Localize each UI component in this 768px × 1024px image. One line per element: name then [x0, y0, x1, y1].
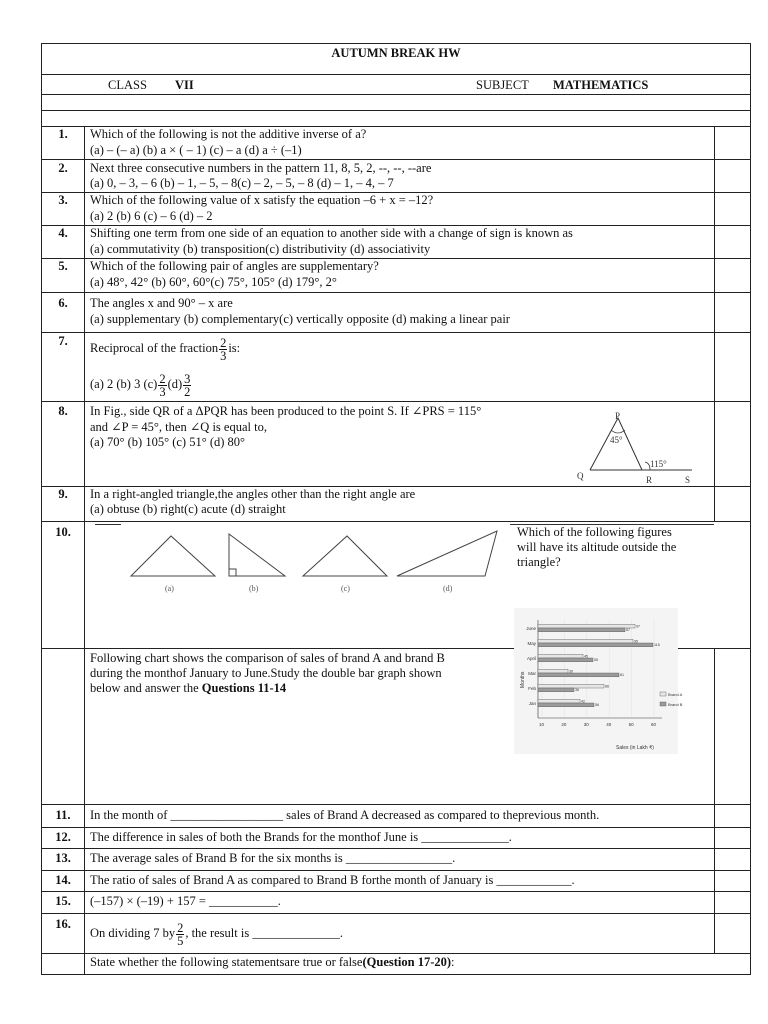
question-options: (a) 48°, 42° (b) 60°, 60°(c) 75°, 105° (d) 179°, 2°: [90, 275, 337, 289]
fraction: [158, 373, 166, 398]
numerator: 2: [177, 920, 184, 935]
chart-x-tick-label: 10: [539, 722, 545, 727]
angle-ext-label: 115°: [650, 459, 667, 469]
chart-data-label: 42: [581, 699, 585, 704]
triangle-d: [397, 531, 497, 576]
chart-x-axis-label: Sales (in Lakh ₹): [616, 745, 654, 751]
numerator: 3: [184, 371, 191, 386]
legend-swatch-a: [660, 692, 666, 696]
chart-data-label: 56: [595, 703, 599, 708]
triangle-figure: [570, 408, 700, 486]
chart-data-label: 36: [575, 688, 579, 693]
chart-data-label: 45: [584, 654, 588, 659]
figure-label-c: (c): [341, 584, 350, 593]
question-text: Which of the following value of x satisfy the equation –6 + x = –12?: [90, 193, 434, 207]
question-number: 13.: [55, 851, 71, 865]
question-number: 1.: [58, 127, 68, 141]
fraction: [183, 373, 191, 398]
question-text: In a right-angled triangle,the angles other than the right angle are: [90, 487, 416, 501]
chart-data-label: 115: [654, 643, 660, 648]
denominator: 5: [177, 933, 184, 948]
triangle-b: [229, 534, 285, 576]
page-title: AUTUMN BREAK HW: [331, 46, 461, 60]
figure-label-b: (b): [249, 584, 259, 593]
chart-bar: [538, 703, 594, 707]
question-text: The angles x and 90° – x are: [90, 296, 233, 310]
denominator: 3: [220, 348, 227, 363]
question-options: (a) supplementary (b) complementary(c) vertically opposite (d) making a linear pair: [90, 312, 510, 326]
chart-bar: [538, 643, 653, 647]
question-text: (–157) × (–19) + 157 = ___________.: [90, 894, 281, 908]
chart-bar: [538, 699, 580, 703]
intro-text: during the monthof January to June.Study the double bar graph shown: [90, 666, 442, 680]
chart-bar: [538, 658, 593, 662]
intro-text-start: below and answer the: [90, 681, 202, 695]
figure-label-d: (d): [443, 584, 453, 593]
chart-y-tick-label: May: [527, 641, 536, 646]
options-text: (a) 2 (b) 3 (c): [90, 377, 158, 391]
intro-text-start: State whether the following statementsare true or false: [90, 955, 363, 969]
chart-bar: [538, 684, 604, 688]
chart-y-tick-label: Feb: [528, 686, 536, 691]
chart-data-label: 81: [620, 673, 624, 678]
question-text: The difference in sales of both the Brands for the monthof June is ______________.: [90, 830, 512, 844]
vertex-q-label: Q: [577, 471, 584, 481]
vertex-p-label: P: [615, 411, 621, 421]
question-number: 8.: [58, 404, 68, 418]
vertex-r-label: R: [646, 475, 653, 485]
question-number: 14.: [55, 873, 71, 887]
question-text-start: On dividing 7 by: [90, 926, 176, 940]
chart-bar: [538, 628, 625, 632]
triangle-shapes-figure: [125, 528, 505, 598]
intro-text-end: :: [451, 955, 455, 969]
question-text: Which of the following figures: [517, 525, 672, 539]
question-options: (a) 70° (b) 105° (c) 51° (d) 80°: [90, 435, 246, 449]
triangle-a: [131, 536, 215, 576]
question-options: (a) commutativity (b) transposition(c) distributivity (d) associativity: [90, 242, 431, 256]
intro-text-bold: Questions 11-14: [201, 681, 287, 695]
question-options: [90, 370, 192, 398]
fraction: [176, 922, 184, 947]
class-label: CLASS: [108, 78, 147, 92]
question-text: Next three consecutive numbers in the pattern 11, 8, 5, 2, --, --, --are: [90, 161, 432, 175]
chart-data-label: 87: [626, 628, 630, 633]
question-text: In the month of __________________ sales of Brand A decreased as compared to theprevious month.: [90, 808, 600, 822]
question-number: 7.: [58, 334, 68, 348]
chart-data-label: 66: [605, 684, 609, 689]
chart-x-tick-label: 40: [606, 722, 612, 727]
chart-bar: [538, 688, 574, 692]
numerator: 2: [159, 371, 166, 386]
chart-y-tick-label: Jan: [528, 701, 536, 706]
chart-bar: [538, 639, 633, 643]
angle-p-label: 45°: [610, 435, 623, 445]
question-number: 4.: [58, 226, 68, 240]
numerator: 2: [220, 335, 227, 350]
chart-x-tick-label: 20: [561, 722, 567, 727]
question-text: Which of the following is not the additive inverse of a?: [90, 127, 367, 141]
legend-swatch-b: [660, 702, 666, 706]
question-options: (a) 2 (b) 6 (c) – 6 (d) – 2: [90, 209, 213, 223]
question-number: 6.: [58, 296, 68, 310]
question-options: (a) 0, – 3, – 6 (b) – 1, – 5, – 8(c) – 2, – 5, – 8 (d) – 1, – 4, – 7: [90, 176, 394, 190]
chart-y-tick-label: Mar: [528, 671, 536, 676]
question-number: 16.: [55, 917, 71, 931]
chart-y-tick-label: April: [526, 656, 536, 661]
chart-legend: [660, 692, 683, 707]
denominator: 3: [159, 384, 166, 399]
chart-bar: [538, 654, 583, 658]
class-value: VII: [175, 78, 194, 92]
triangle-c: [303, 536, 387, 576]
subject-label: SUBJECT: [476, 78, 529, 92]
question-options: (a) obtuse (b) right(c) acute (d) straight: [90, 502, 286, 516]
intro-text-bold: (Question 17-20): [362, 955, 452, 969]
question-text-end: is:: [228, 341, 241, 355]
chart-bar: [538, 673, 619, 677]
legend-label-b: Brand B: [668, 702, 683, 707]
chart-data-label: 95: [634, 639, 638, 644]
question-text-end: , the result is ______________.: [185, 926, 343, 940]
subject-value: MATHEMATICS: [553, 78, 649, 92]
legend-label-a: Brand A: [668, 692, 683, 697]
chart-y-axis-label: Months: [520, 671, 526, 688]
chart-bar: [538, 624, 635, 628]
question-text: Which of the following pair of angles are supplementary?: [90, 259, 379, 273]
question-number: 9.: [58, 487, 68, 501]
question-text-start: Reciprocal of the fraction: [90, 341, 219, 355]
option-d-label: (d): [167, 377, 183, 391]
intro-text: [90, 681, 286, 697]
chart-data-label: 55: [594, 658, 598, 663]
question-number: 5.: [58, 259, 68, 273]
point-s-label: S: [685, 475, 691, 485]
question-text: and ∠P = 45°, then ∠Q is equal to,: [90, 420, 267, 434]
chart-x-tick-label: 50: [628, 722, 634, 727]
question-text: triangle?: [517, 555, 561, 569]
question-number: 12.: [55, 830, 71, 844]
intro-text: [90, 955, 455, 971]
question-number: 11.: [55, 808, 71, 822]
chart-data-label: 97: [636, 624, 640, 629]
question-text: [90, 916, 343, 950]
question-text: The average sales of Brand B for the six months is _________________.: [90, 851, 456, 865]
chart-x-tick-label: 30: [583, 722, 589, 727]
chart-data-label: 30: [569, 669, 573, 674]
intro-text: Following chart shows the comparison of sales of brand A and brand B: [90, 651, 445, 665]
denominator: 2: [184, 384, 191, 399]
fraction: [219, 337, 227, 362]
chart-y-tick-label: June: [526, 626, 536, 631]
chart-x-tick-label: 60: [651, 722, 657, 727]
question-text: Shifting one term from one side of an equation to another side with a change of sign is known as: [90, 226, 573, 240]
sales-bar-chart: [514, 608, 683, 754]
question-number: 2.: [58, 161, 68, 175]
question-number: 3.: [58, 193, 68, 207]
divider: [95, 524, 121, 525]
figure-label-a: (a): [165, 584, 174, 593]
chart-bar: [538, 669, 568, 673]
question-text: The ratio of sales of Brand A as compared to Brand B forthe month of January is ____________.: [90, 873, 575, 887]
question-text: [90, 335, 240, 362]
question-text: In Fig., side QR of a ΔPQR has been produced to the point S. If ∠PRS = 115°: [90, 404, 482, 418]
question-number: 15.: [55, 894, 71, 908]
question-text: will have its altitude outside the: [517, 540, 677, 554]
question-options: (a) – (– a) (b) a × ( – 1) (c) – a (d) a ÷ (–1): [90, 143, 302, 157]
question-number: 10.: [55, 525, 71, 539]
